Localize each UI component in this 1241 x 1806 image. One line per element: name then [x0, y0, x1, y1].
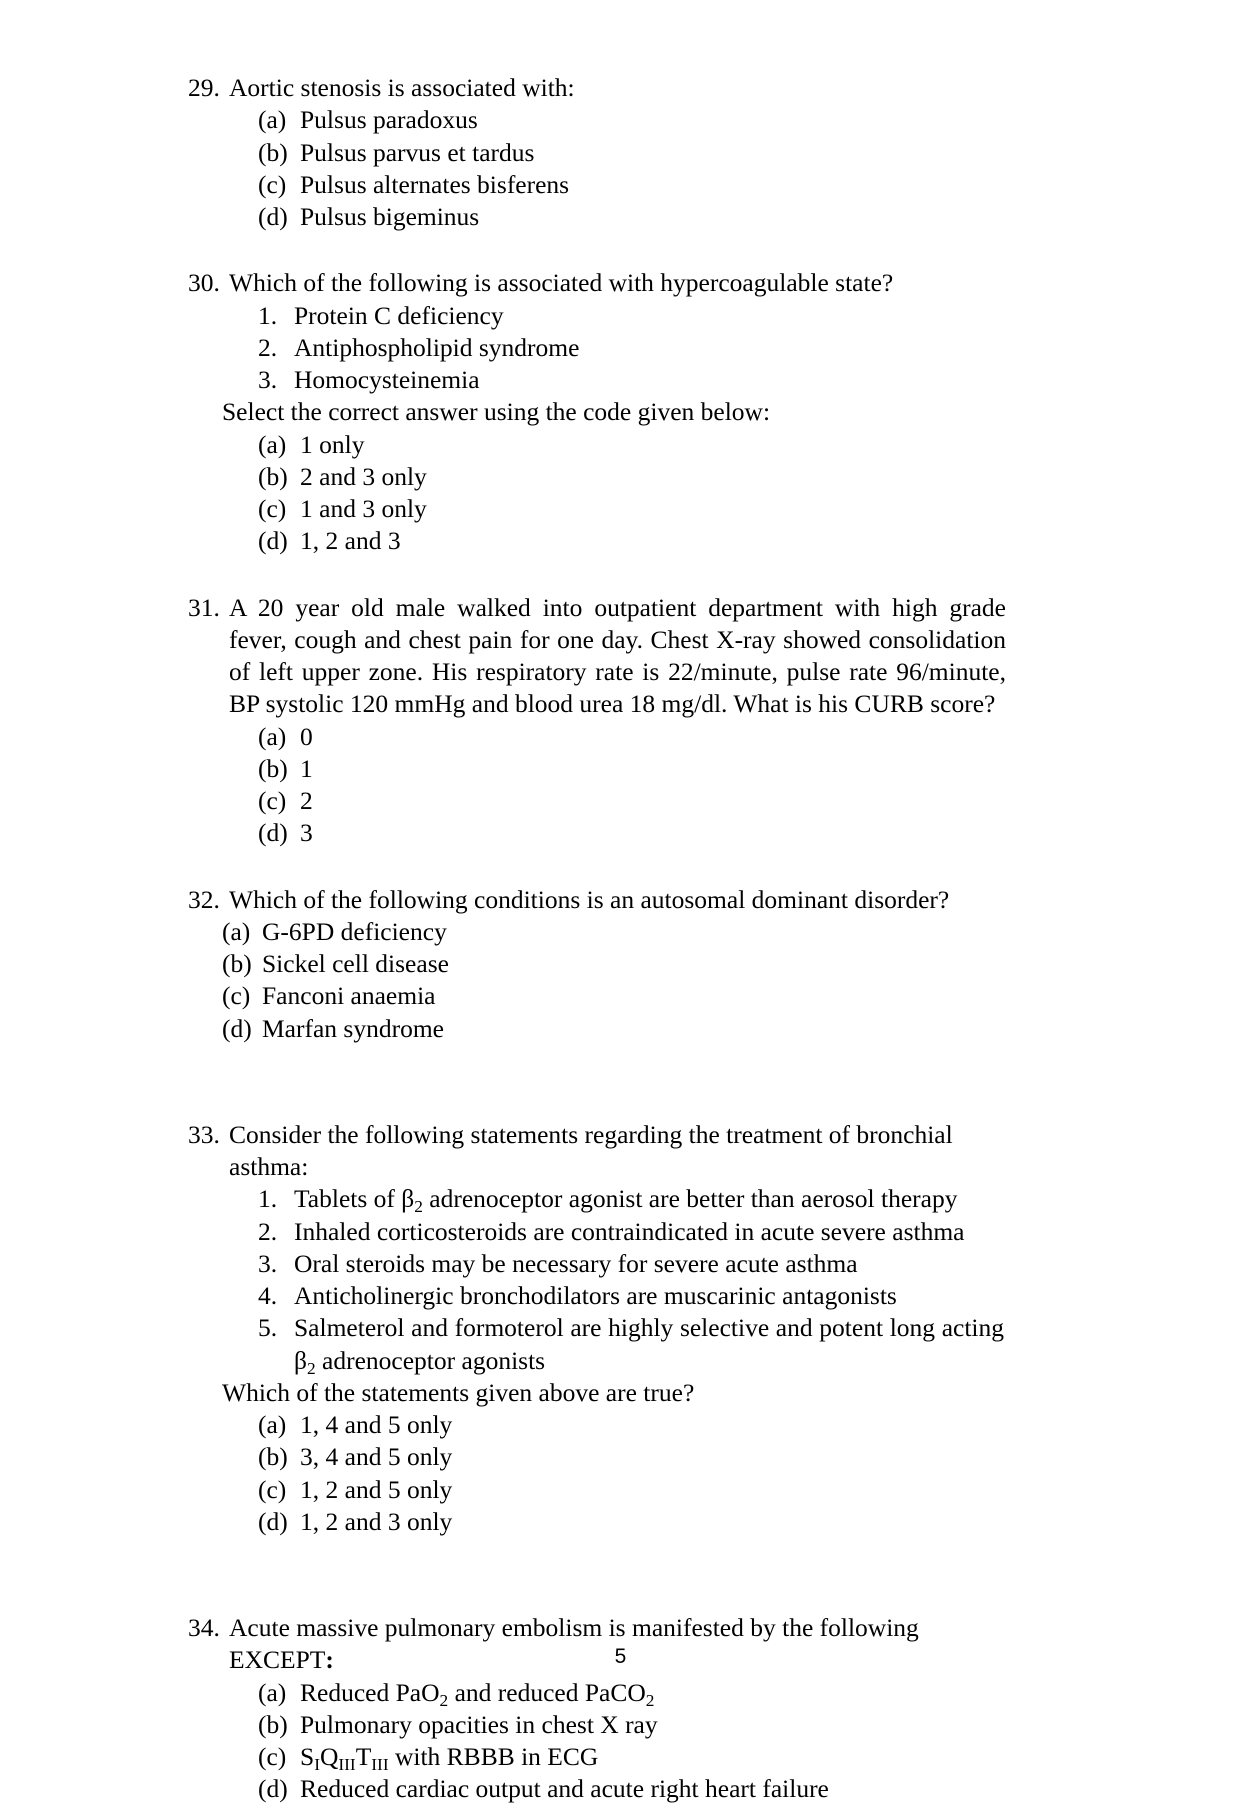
option-b[interactable] [188, 753, 1006, 785]
option-b[interactable] [188, 461, 1006, 493]
option-text: Sickel cell disease [262, 949, 449, 978]
statement-text: Inhaled corticosteroids are contraindicated in acute severe asthma [294, 1216, 965, 1246]
question-heading [188, 592, 1006, 721]
option-text: 0 [300, 721, 313, 751]
select-instruction: Select the correct answer using the code given below: [222, 397, 771, 427]
option-text: 1 [300, 753, 313, 783]
option-text: 3, 4 and 5 only [300, 1442, 453, 1472]
spacer [188, 233, 1006, 267]
statement-number: 2. [258, 1216, 278, 1246]
option-key: (b) [222, 949, 252, 978]
option-text: Pulsus paradoxus [300, 105, 478, 135]
option-b[interactable] [188, 1709, 1006, 1741]
option-text: $S_IQ_{III}T_{III}$ with RBBB in ECG [300, 1742, 599, 1774]
option-c[interactable] [188, 785, 1006, 817]
statement-5 [188, 1312, 1006, 1377]
option-list [188, 429, 1006, 558]
option-text: G-6PD deficiency [262, 916, 447, 946]
option-key: (b) [258, 461, 288, 491]
statement-2 [188, 332, 1006, 364]
option-a[interactable] [188, 916, 1006, 948]
option-key: (d) [258, 818, 288, 848]
option-text: Marfan syndrome [262, 1013, 444, 1043]
option-key: (d) [258, 1774, 288, 1804]
option-list [188, 104, 1006, 233]
question-heading [188, 267, 1006, 299]
option-list [188, 721, 1006, 850]
option-a[interactable] [188, 1409, 1006, 1441]
question-text: Consider the following statements regarding the treatment of bronchial asthma: [229, 1119, 953, 1181]
option-a[interactable] [188, 721, 1006, 753]
option-text: Pulmonary opacities in chest X ray [300, 1709, 658, 1739]
question-number: 29. [188, 73, 220, 102]
statement-2 [188, 1216, 1006, 1248]
statement-3 [188, 1248, 1006, 1280]
option-key: (c) [222, 981, 251, 1011]
option-text: Reduced cardiac output and acute right heart failure [300, 1774, 829, 1804]
option-text: 2 and 3 only [300, 461, 427, 491]
spacer [188, 1538, 1006, 1612]
question-33 [188, 1119, 1006, 1538]
question-text: Which of the following is associated with hypercoagulable state? [229, 268, 894, 298]
option-text: Pulsus bigeminus [300, 202, 480, 231]
option-c[interactable] [188, 1474, 1006, 1506]
question-30 [188, 267, 1006, 557]
option-list [188, 1409, 1006, 1538]
statement-3 [188, 364, 1006, 396]
statement-number: 4. [258, 1281, 278, 1310]
option-key: (b) [258, 137, 288, 167]
option-text: 1, 2 and 3 only [300, 1506, 453, 1536]
question-number: 30. [188, 268, 220, 298]
question-31 [188, 592, 1006, 850]
statement-text: Protein C deficiency [294, 300, 504, 330]
option-c[interactable] [188, 980, 1006, 1012]
statement-number: 3. [258, 1248, 278, 1278]
option-b[interactable] [188, 1441, 1006, 1473]
option-key: (a) [258, 1410, 287, 1439]
option-text: 1, 2 and 5 only [300, 1474, 453, 1504]
statement-number: 5. [258, 1313, 278, 1343]
page-number: 5 [614, 1645, 627, 1668]
statement-text: Oral steroids may be necessary for severe acute asthma [294, 1248, 858, 1278]
question-29 [188, 72, 1006, 233]
question-number: 32. [188, 884, 220, 914]
option-key: (d) [222, 1013, 252, 1043]
option-text: Fanconi anaemia [262, 981, 436, 1011]
question-32 [188, 884, 1006, 1045]
statement-list [188, 1183, 1006, 1377]
option-key: (d) [258, 1506, 288, 1536]
question-heading [188, 1119, 1006, 1184]
question-text: A 20 year old male walked into outpatient department with high grade fever, cough and chest pain for one day. Chest X-ray showed consolidation of left upper zone. His respiratory rate is 22/minute, pulse rate 96/minute, BP systolic 120 mmHg and blood urea 18 mg/dl. What is his CURB score? [229, 592, 1006, 719]
statement-number: 1. [258, 1184, 278, 1214]
option-text: 2 [300, 786, 313, 815]
option-key: (a) [258, 105, 287, 135]
spacer [188, 1045, 1006, 1119]
option-key: (d) [258, 202, 288, 231]
statement-text: Tablets of $\beta_2$ adrenoceptor agonist are better than aerosol therapy [294, 1184, 958, 1217]
spacer [188, 558, 1006, 592]
question-34 [188, 1612, 1006, 1806]
option-c[interactable] [188, 169, 1006, 201]
option-key: (c) [258, 494, 287, 523]
option-d[interactable] [188, 1013, 1006, 1045]
option-key: (a) [258, 1677, 287, 1707]
option-c[interactable] [188, 493, 1006, 525]
option-d[interactable] [188, 1773, 1006, 1805]
option-text: 1 only [300, 429, 365, 459]
statement-4 [188, 1280, 1006, 1312]
option-d[interactable] [188, 1506, 1006, 1538]
statement-text: Homocysteinemia [294, 365, 480, 394]
statement-list [188, 300, 1006, 397]
option-key: (c) [258, 1742, 287, 1771]
option-key: (b) [258, 1442, 288, 1472]
question-number: 34. [188, 1613, 220, 1642]
question-heading [188, 884, 1006, 916]
question-text: Acute massive pulmonary embolism is manifested by the following EXCEPT: [229, 1613, 919, 1675]
question-heading [188, 72, 1006, 104]
statement-number: 3. [258, 365, 278, 394]
spacer [188, 850, 1006, 884]
question-number: 31. [188, 592, 220, 622]
option-list [188, 1677, 1006, 1806]
option-key: (b) [258, 1709, 288, 1739]
option-text: 1 and 3 only [300, 494, 427, 523]
option-b[interactable] [188, 948, 1006, 980]
option-key: (c) [258, 786, 287, 815]
option-key: (d) [258, 526, 288, 556]
option-d[interactable] [188, 201, 1006, 233]
option-text: Reduced PaO$_2$ and reduced PaCO$_2$ [300, 1677, 655, 1710]
option-key: (a) [222, 916, 251, 946]
option-c[interactable] [188, 1741, 1006, 1773]
option-text: Pulsus alternates bisferens [300, 169, 570, 199]
option-d[interactable] [188, 525, 1006, 557]
option-key: (c) [258, 1474, 287, 1504]
statement-text: Antiphospholipid syndrome [294, 332, 580, 362]
statement-1 [188, 1183, 1006, 1215]
option-key: (a) [258, 721, 287, 751]
question-list [188, 72, 1006, 1806]
option-text: 1, 4 and 5 only [300, 1410, 453, 1439]
statement-text: Anticholinergic bronchodilators are muscarinic antagonists [294, 1281, 897, 1310]
option-list [188, 916, 1006, 1045]
statement-number: 1. [258, 300, 278, 330]
option-text: Pulsus parvus et tardus [300, 137, 535, 167]
option-d[interactable] [188, 817, 1006, 849]
statement-text: Salmeterol and formoterol are highly selective and potent long acting $\beta_2$ adrenoceptor agonists [294, 1313, 1004, 1378]
option-a[interactable] [188, 429, 1006, 461]
option-b[interactable] [188, 137, 1006, 169]
statement-number: 2. [258, 332, 278, 362]
statement-1 [188, 300, 1006, 332]
option-a[interactable] [188, 1677, 1006, 1709]
question-text: Which of the following conditions is an autosomal dominant disorder? [229, 884, 950, 914]
option-key: (c) [258, 169, 287, 199]
question-text: Aortic stenosis is associated with: [229, 73, 575, 102]
option-key: (b) [258, 753, 288, 783]
question-number: 33. [188, 1119, 220, 1149]
option-key: (a) [258, 429, 287, 459]
option-text: 1, 2 and 3 [300, 526, 401, 556]
option-text: 3 [300, 818, 313, 848]
option-a[interactable] [188, 104, 1006, 136]
select-instruction: Which of the statements given above are true? [222, 1377, 695, 1407]
